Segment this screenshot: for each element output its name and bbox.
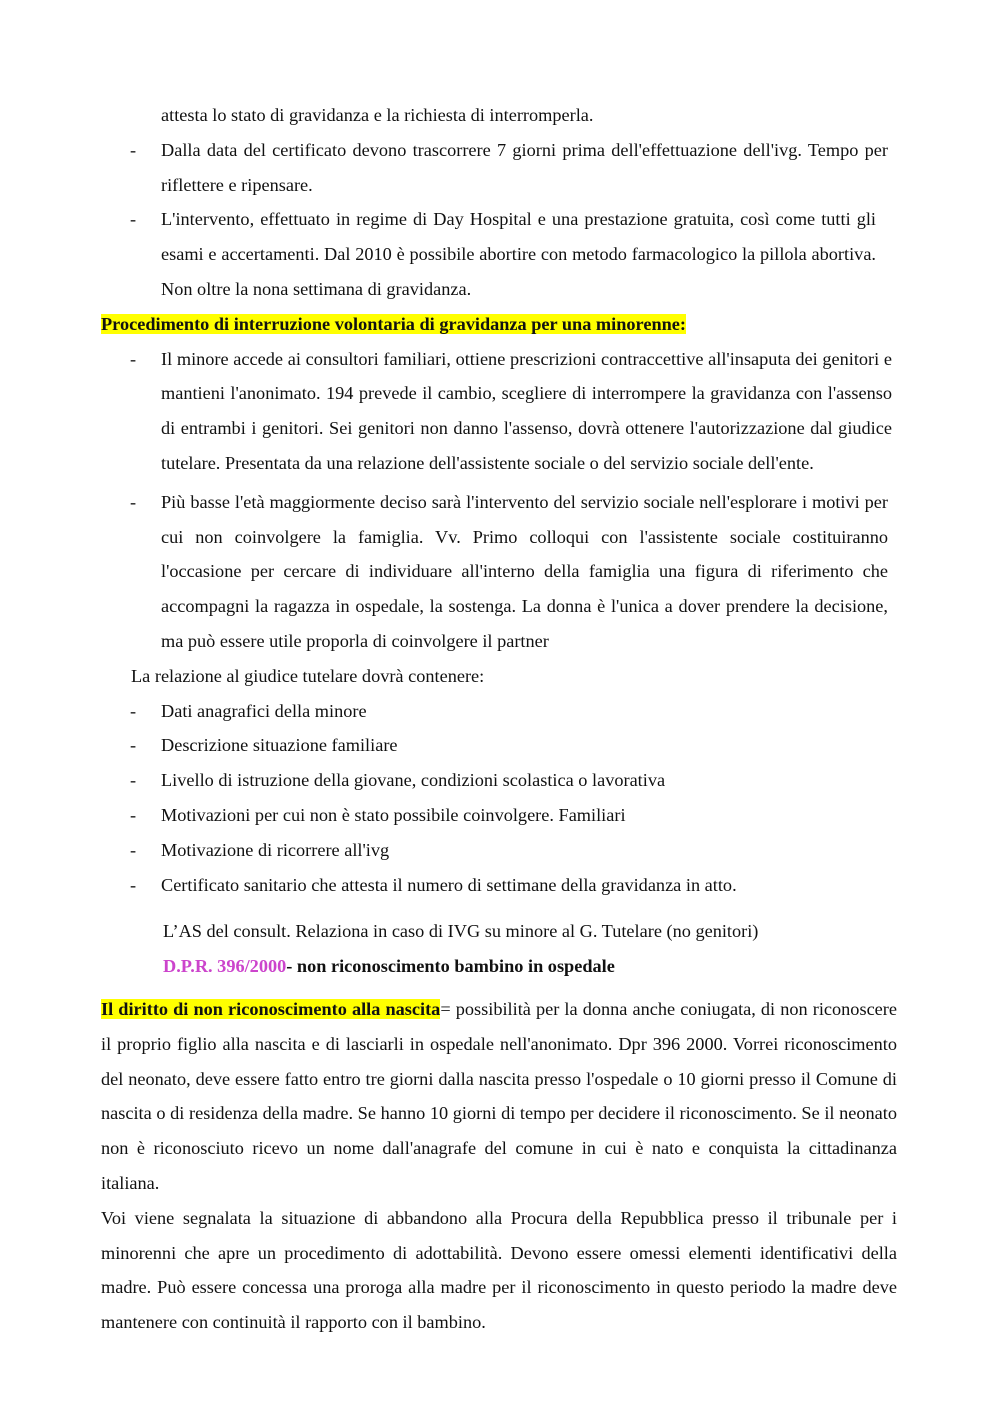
highlighted-heading: Procedimento di interruzione volontaria di gravidanza per una minorenne:: [101, 313, 686, 334]
list-item-text: Il minore accede ai consultori familiari, ottiene prescrizioni contraccettive all'insaputa dei genitori e mantieni l'anonimato. 194 prevede il cambio, scegliere di interrompere la gravidanza con l'assenso di entrambi i genitori. Sei genitori non danno l'assenso, dovrà ottenere l'autorizzazione dal giudice tutelare. Presentata da una relazione dell'assistente sociale o del servizio sociale dell'ente.: [161, 348, 892, 473]
list-item: [101, 133, 888, 203]
list-item-text: Più basse l'età maggiormente deciso sarà l'intervento del servizio sociale nell'esplorare i motivi per cui non coinvolgere la famiglia. Vv. Primo colloqui con l'assistente sociale costituiranno l'occasione per cercare di individuare all'interno della famiglia una figura di riferimento che accompagni la ragazza in ospedale, la sostenga. La donna è l'unica a dover prendere la decisione, ma può essere utile proporla di coinvolgere il partner: [161, 491, 888, 651]
diritto-paragraph: [101, 992, 897, 1201]
list-item-text: L'intervento, effettuato in regime di Day Hospital e una prestazione gratuita, così come tutti gli esami e accertamenti. Dal 2010 è possibile abortire con metodo farmacologico la pillola abortiva. Non oltre la nona settimana di gravidanza.: [161, 209, 876, 299]
list-item: [101, 798, 897, 833]
list-item-text: Certificato sanitario che attesta il numero di settimane della gravidanza in atto.: [161, 874, 737, 895]
dpr-description: - non riconoscimento bambino in ospedale: [286, 956, 615, 977]
list-item: [101, 342, 892, 481]
relazione-intro: La relazione al giudice tutelare dovrà contenere:: [131, 665, 485, 686]
diritto-heading: Il diritto di non riconoscimento alla nascita: [101, 998, 441, 1019]
diritto-text: = possibilità per la donna anche coniugata, di non riconoscere il proprio figlio alla nascita e di lasciarli in ospedale nell'anonimato. Dpr 396 2000. Vorrei riconoscimento del neonato, deve essere fatto entro tre giorni dalla nascita presso l'ospedale o 10 giorni presso il Comune di nascita o di residenza della madre. Se hanno 10 giorni di tempo per decidere il riconoscimento. Se il neonato non è riconosciuto ricevo un nome dall'anagrafe del comune in cui è nato e conquista la cittadinanza italiana.: [101, 998, 897, 1193]
as-line: L’AS del consult. Relaziona in caso di IVG su minore al G. Tutelare (no genitori): [163, 921, 759, 942]
bullet-dash: -: [130, 491, 137, 512]
list-item-text: Dati anagrafici della minore: [161, 700, 367, 721]
list-item-text: Motivazioni per cui non è stato possibile coinvolgere. Familiari: [161, 804, 626, 825]
bullet-dash: -: [130, 348, 137, 369]
bullet-dash: -: [130, 874, 137, 895]
list-item: [101, 728, 897, 763]
list-item: [101, 868, 897, 903]
bullet-dash: -: [130, 770, 137, 791]
list-item: [101, 694, 897, 729]
intro-line: attesta lo stato di gravidanza e la richiesta di interromperla.: [161, 105, 594, 125]
bullet-dash: -: [130, 735, 137, 756]
list-item: [101, 833, 897, 868]
list-item-text: Dalla data del certificato devono trascorrere 7 giorni prima dell'effettuazione dell'ivg. Tempo per riflettere e ripensare.: [161, 139, 888, 195]
section-heading-minor: [101, 307, 897, 342]
list-item-text: Descrizione situazione familiare: [161, 735, 398, 756]
dpr-reference: D.P.R. 396/2000: [163, 956, 287, 977]
final-paragraph: Voi viene segnalata la situazione di abbandono alla Procura della Repubblica presso il tribunale per i minorenni che apre un procedimento di adottabilità. Devono essere omessi elementi identificativi della madre. Può essere concessa una proroga alla madre per il riconoscimento in questo periodo la madre deve mantenere con continuità il rapporto con il bambino.: [101, 1207, 897, 1333]
dpr-line: [101, 949, 897, 984]
list-item: [101, 485, 888, 659]
bullet-dash: -: [130, 700, 137, 721]
bullet-dash: -: [130, 839, 137, 860]
bullet-dash: -: [130, 209, 137, 230]
list-item-text: Livello di istruzione della giovane, condizioni scolastica o lavorativa: [161, 770, 666, 791]
list-item-text: Motivazione di ricorrere all'ivg: [161, 839, 390, 860]
bullet-dash: -: [130, 139, 137, 160]
document-body: [101, 98, 897, 1340]
bullet-dash: -: [130, 804, 137, 825]
list-item: [101, 202, 876, 306]
list-item: [101, 763, 897, 798]
